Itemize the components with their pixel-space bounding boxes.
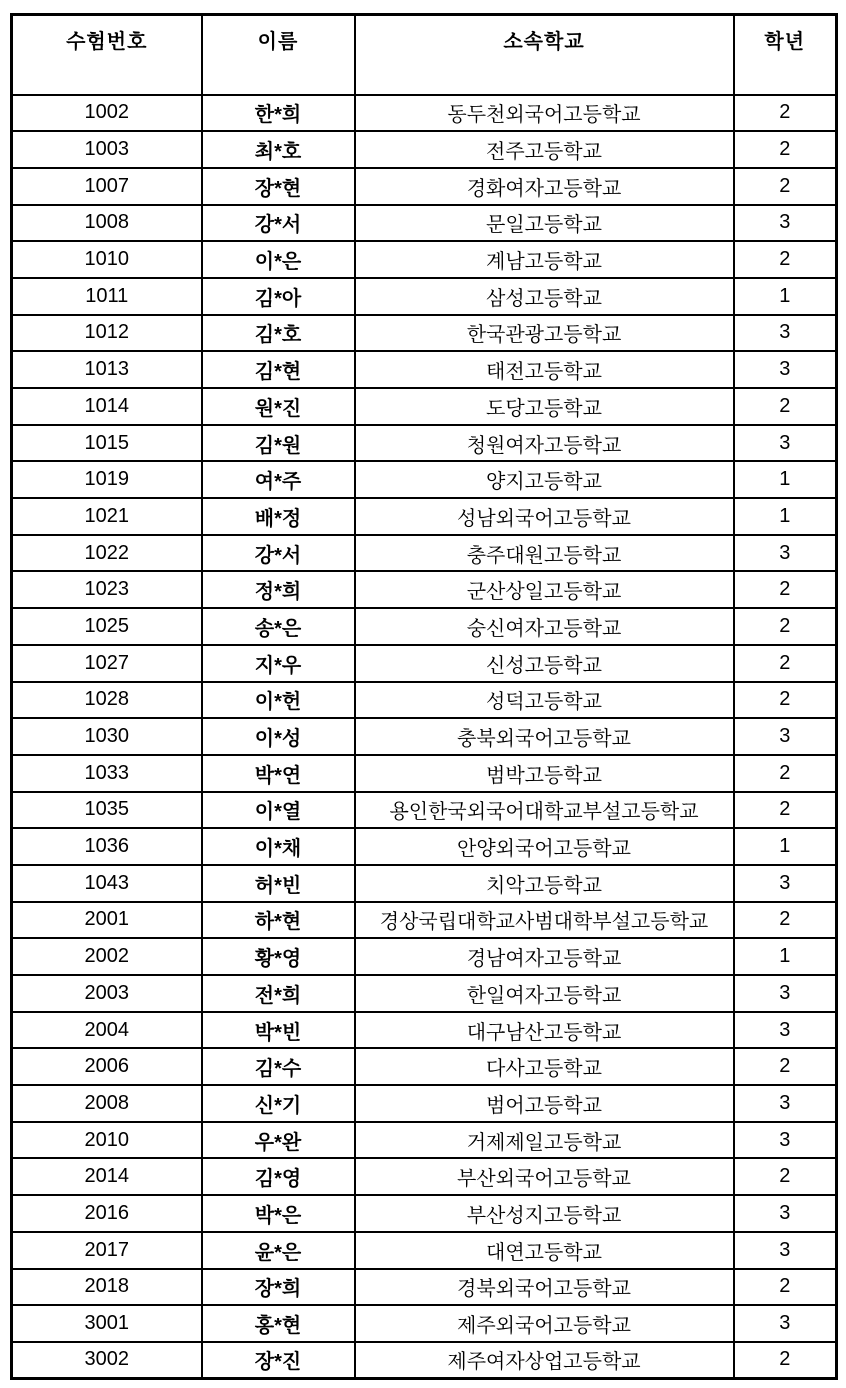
name-cell: 배*정: [202, 498, 355, 535]
name-cell: 김*수: [202, 1048, 355, 1085]
grade-cell: 2: [734, 1342, 837, 1379]
grade-cell: 2: [734, 1048, 837, 1085]
exam-no-cell: 1007: [12, 168, 202, 205]
name-cell: 김*호: [202, 315, 355, 352]
exam-no-cell: 1012: [12, 315, 202, 352]
exam-no-cell: 2001: [12, 902, 202, 939]
grade-cell: 2: [734, 682, 837, 719]
school-cell: 거제제일고등학교: [355, 1122, 734, 1159]
table-row: [12, 1012, 837, 1049]
name-cell: 지*우: [202, 645, 355, 682]
name-cell: 박*은: [202, 1195, 355, 1232]
table-row: [12, 131, 837, 168]
exam-no-cell: 2014: [12, 1158, 202, 1195]
school-cell: 부산외국어고등학교: [355, 1158, 734, 1195]
name-cell: 홍*현: [202, 1305, 355, 1342]
table-row: [12, 902, 837, 939]
exam-no-cell: 3002: [12, 1342, 202, 1379]
table-row: [12, 498, 837, 535]
name-cell: 여*주: [202, 461, 355, 498]
name-cell: 장*희: [202, 1269, 355, 1306]
exam-no-cell: 2006: [12, 1048, 202, 1085]
exam-no-cell: 1010: [12, 241, 202, 278]
table-row: [12, 1342, 837, 1379]
candidate-roster-table: [10, 13, 838, 1380]
exam-no-cell: 1030: [12, 718, 202, 755]
school-cell: 대연고등학교: [355, 1232, 734, 1269]
name-cell: 신*기: [202, 1085, 355, 1122]
table-row: [12, 1269, 837, 1306]
school-cell: 경남여자고등학교: [355, 938, 734, 975]
school-cell: 범어고등학교: [355, 1085, 734, 1122]
grade-cell: 3: [734, 1085, 837, 1122]
name-cell: 강*서: [202, 535, 355, 572]
grade-cell: 2: [734, 1158, 837, 1195]
table-row: [12, 168, 837, 205]
exam-no-cell: 1019: [12, 461, 202, 498]
grade-cell: 2: [734, 241, 837, 278]
table-row: [12, 608, 837, 645]
exam-no-cell: 2002: [12, 938, 202, 975]
exam-no-cell: 1003: [12, 131, 202, 168]
grade-cell: 3: [734, 718, 837, 755]
table-row: [12, 95, 837, 132]
table-row: [12, 461, 837, 498]
name-cell: 박*연: [202, 755, 355, 792]
name-cell: 이*은: [202, 241, 355, 278]
grade-cell: 3: [734, 1012, 837, 1049]
school-cell: 충북외국어고등학교: [355, 718, 734, 755]
grade-cell: 3: [734, 1122, 837, 1159]
exam-no-cell: 2004: [12, 1012, 202, 1049]
grade-cell: 3: [734, 1305, 837, 1342]
school-cell: 대구남산고등학교: [355, 1012, 734, 1049]
name-cell: 최*호: [202, 131, 355, 168]
exam-no-cell: 1036: [12, 828, 202, 865]
name-cell: 이*성: [202, 718, 355, 755]
school-cell: 삼성고등학교: [355, 278, 734, 315]
table-row: [12, 938, 837, 975]
school-cell: 성남외국어고등학교: [355, 498, 734, 535]
school-cell: 제주여자상업고등학교: [355, 1342, 734, 1379]
school-cell: 한국관광고등학교: [355, 315, 734, 352]
exam-no-cell: 2003: [12, 975, 202, 1012]
school-cell: 제주외국어고등학교: [355, 1305, 734, 1342]
grade-cell: 3: [734, 1232, 837, 1269]
school-cell: 도당고등학교: [355, 388, 734, 425]
grade-cell: 3: [734, 425, 837, 462]
exam-no-cell: 1028: [12, 682, 202, 719]
grade-cell: 1: [734, 938, 837, 975]
grade-cell: 2: [734, 792, 837, 829]
school-cell: 경북외국어고등학교: [355, 1269, 734, 1306]
grade-cell: 1: [734, 461, 837, 498]
exam-no-cell: 2018: [12, 1269, 202, 1306]
table-row: [12, 535, 837, 572]
table-row: [12, 1195, 837, 1232]
name-cell: 김*영: [202, 1158, 355, 1195]
grade-cell: 2: [734, 95, 837, 132]
exam-no-cell: 2010: [12, 1122, 202, 1159]
name-cell: 전*희: [202, 975, 355, 1012]
school-cell: 성덕고등학교: [355, 682, 734, 719]
table-row: [12, 865, 837, 902]
exam-no-cell: 1002: [12, 95, 202, 132]
grade-cell: 1: [734, 278, 837, 315]
school-cell: 계남고등학교: [355, 241, 734, 278]
table-row: [12, 975, 837, 1012]
grade-cell: 3: [734, 351, 837, 388]
school-cell: 부산성지고등학교: [355, 1195, 734, 1232]
school-cell: 범박고등학교: [355, 755, 734, 792]
grade-cell: 1: [734, 498, 837, 535]
grade-cell: 3: [734, 205, 837, 242]
table-row: [12, 315, 837, 352]
exam-no-cell: 1013: [12, 351, 202, 388]
exam-no-cell: 1015: [12, 425, 202, 462]
table-row: [12, 205, 837, 242]
header-row: [12, 15, 837, 95]
name-cell: 이*열: [202, 792, 355, 829]
name-cell: 김*원: [202, 425, 355, 462]
name-cell: 김*현: [202, 351, 355, 388]
school-cell: 청원여자고등학교: [355, 425, 734, 462]
header-grade: 학년: [734, 15, 837, 95]
name-cell: 원*진: [202, 388, 355, 425]
school-cell: 동두천외국어고등학교: [355, 95, 734, 132]
school-cell: 용인한국외국어대학교부설고등학교: [355, 792, 734, 829]
table-row: [12, 1158, 837, 1195]
name-cell: 김*아: [202, 278, 355, 315]
name-cell: 이*채: [202, 828, 355, 865]
table-row: [12, 682, 837, 719]
table-row: [12, 755, 837, 792]
school-cell: 양지고등학교: [355, 461, 734, 498]
table-row: [12, 388, 837, 425]
exam-no-cell: 1035: [12, 792, 202, 829]
grade-cell: 2: [734, 1269, 837, 1306]
grade-cell: 2: [734, 168, 837, 205]
table-row: [12, 425, 837, 462]
header-exam-no: 수험번호: [12, 15, 202, 95]
name-cell: 허*빈: [202, 865, 355, 902]
grade-cell: 3: [734, 1195, 837, 1232]
exam-no-cell: 1008: [12, 205, 202, 242]
name-cell: 송*은: [202, 608, 355, 645]
name-cell: 윤*은: [202, 1232, 355, 1269]
school-cell: 한일여자고등학교: [355, 975, 734, 1012]
header-name: 이름: [202, 15, 355, 95]
table-row: [12, 792, 837, 829]
exam-no-cell: 1043: [12, 865, 202, 902]
table-header: [12, 15, 837, 95]
name-cell: 하*현: [202, 902, 355, 939]
table-row: [12, 571, 837, 608]
name-cell: 한*희: [202, 95, 355, 132]
name-cell: 이*헌: [202, 682, 355, 719]
exam-no-cell: 2008: [12, 1085, 202, 1122]
grade-cell: 2: [734, 755, 837, 792]
exam-no-cell: 1025: [12, 608, 202, 645]
table-row: [12, 351, 837, 388]
table-row: [12, 1048, 837, 1085]
exam-no-cell: 1011: [12, 278, 202, 315]
grade-cell: 3: [734, 975, 837, 1012]
school-cell: 전주고등학교: [355, 131, 734, 168]
exam-no-cell: 2017: [12, 1232, 202, 1269]
grade-cell: 2: [734, 388, 837, 425]
table-row: [12, 718, 837, 755]
name-cell: 우*완: [202, 1122, 355, 1159]
exam-no-cell: 1021: [12, 498, 202, 535]
exam-no-cell: 1014: [12, 388, 202, 425]
school-cell: 문일고등학교: [355, 205, 734, 242]
name-cell: 박*빈: [202, 1012, 355, 1049]
table-row: [12, 241, 837, 278]
exam-no-cell: 2016: [12, 1195, 202, 1232]
table-row: [12, 1232, 837, 1269]
exam-no-cell: 3001: [12, 1305, 202, 1342]
school-cell: 다사고등학교: [355, 1048, 734, 1085]
grade-cell: 2: [734, 645, 837, 682]
grade-cell: 3: [734, 535, 837, 572]
grade-cell: 1: [734, 828, 837, 865]
exam-no-cell: 1027: [12, 645, 202, 682]
exam-no-cell: 1033: [12, 755, 202, 792]
school-cell: 충주대원고등학교: [355, 535, 734, 572]
table-row: [12, 1085, 837, 1122]
school-cell: 경상국립대학교사범대학부설고등학교: [355, 902, 734, 939]
table-row: [12, 278, 837, 315]
table-row: [12, 1122, 837, 1159]
table-row: [12, 1305, 837, 1342]
name-cell: 정*희: [202, 571, 355, 608]
grade-cell: 2: [734, 571, 837, 608]
school-cell: 신성고등학교: [355, 645, 734, 682]
exam-no-cell: 1022: [12, 535, 202, 572]
table-body: [12, 95, 837, 1379]
grade-cell: 2: [734, 608, 837, 645]
name-cell: 황*영: [202, 938, 355, 975]
school-cell: 숭신여자고등학교: [355, 608, 734, 645]
table-row: [12, 828, 837, 865]
grade-cell: 3: [734, 865, 837, 902]
school-cell: 경화여자고등학교: [355, 168, 734, 205]
school-cell: 치악고등학교: [355, 865, 734, 902]
exam-no-cell: 1023: [12, 571, 202, 608]
grade-cell: 2: [734, 131, 837, 168]
table-row: [12, 645, 837, 682]
name-cell: 장*진: [202, 1342, 355, 1379]
school-cell: 군산상일고등학교: [355, 571, 734, 608]
school-cell: 안양외국어고등학교: [355, 828, 734, 865]
name-cell: 장*현: [202, 168, 355, 205]
name-cell: 강*서: [202, 205, 355, 242]
grade-cell: 3: [734, 315, 837, 352]
grade-cell: 2: [734, 902, 837, 939]
header-school: 소속학교: [355, 15, 734, 95]
school-cell: 태전고등학교: [355, 351, 734, 388]
